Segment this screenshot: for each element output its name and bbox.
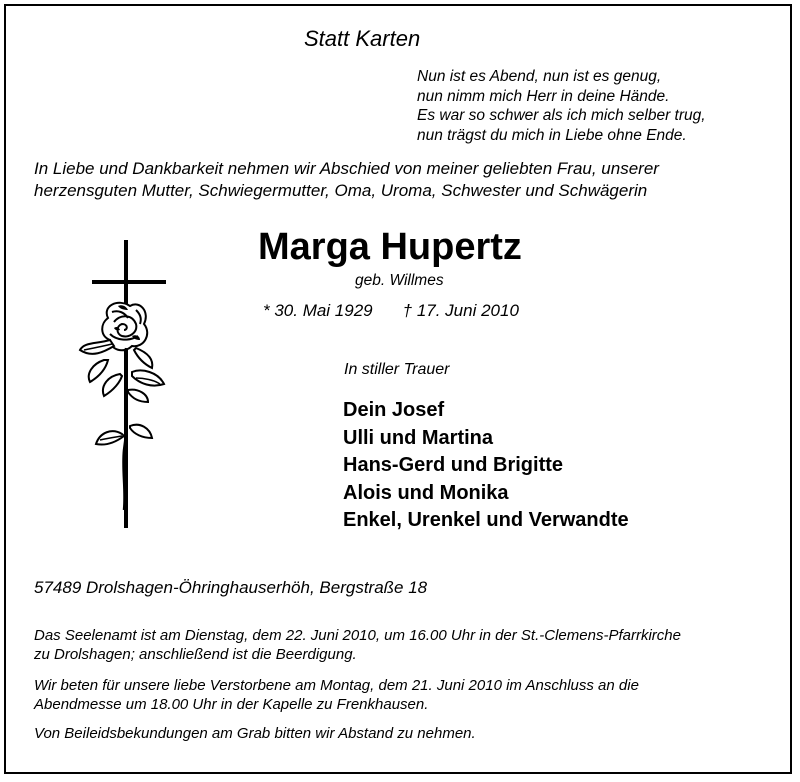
- life-dates: [263, 301, 519, 321]
- intro-text: [34, 158, 659, 202]
- funeral-mass-paragraph: [34, 626, 681, 664]
- mourners-list: [343, 397, 629, 535]
- deceased-name: Marga Hupertz: [258, 226, 522, 268]
- condolence-note: [34, 724, 476, 743]
- cross-with-rose-icon: [74, 240, 178, 530]
- header-title: Statt Karten: [304, 26, 421, 51]
- prayer-paragraph: [34, 676, 639, 714]
- poem-line: Nun ist es Abend, nun ist es genug,: [417, 68, 662, 85]
- mourner-item: Dein Josef: [343, 399, 445, 421]
- mourning-label: In stiller Trauer: [344, 361, 450, 378]
- intro-line: In Liebe und Dankbarkeit nehmen wir Abschied von meiner geliebten Frau, unserer: [34, 159, 659, 178]
- paragraph-line: Abendmesse um 18.00 Uhr in der Kapelle zu Frenkhausen.: [34, 696, 429, 713]
- paragraph-line: Von Beileidsbekundungen am Grab bitten wir Abstand zu nehmen.: [34, 725, 476, 742]
- paragraph-line: Wir beten für unsere liebe Verstorbene am Montag, dem 21. Juni 2010 im Anschluss an die: [34, 677, 639, 694]
- mourner-item: Alois und Monika: [343, 481, 509, 504]
- paragraph-line: zu Drolshagen; anschließend ist die Beerdigung.: [34, 646, 357, 663]
- poem-line: nun nimm mich Herr in deine Hände.: [417, 87, 670, 105]
- mourner-item: Enkel, Urenkel und Verwandte: [343, 509, 629, 531]
- mourner-item: Ulli und Martina: [343, 426, 493, 449]
- poem-line: Es war so schwer als ich mich selber trug,: [417, 107, 706, 124]
- death-date: † 17. Juni 2010: [402, 301, 519, 320]
- address: 57489 Drolshagen-Öhringhauserhöh, Bergstraße 18: [34, 578, 428, 597]
- poem: [417, 67, 706, 145]
- intro-line: herzensguten Mutter, Schwiegermutter, Oma, Uroma, Schwester und Schwägerin: [34, 181, 648, 200]
- birth-date: * 30. Mai 1929: [263, 301, 373, 320]
- maiden-name: geb. Willmes: [355, 272, 444, 289]
- mourner-item: Hans-Gerd und Brigitte: [343, 454, 564, 476]
- poem-line: nun trägst du mich in Liebe ohne Ende.: [417, 126, 687, 144]
- paragraph-line: Das Seelenamt ist am Dienstag, dem 22. Juni 2010, um 16.00 Uhr in der St.-Clemens-Pfarrkirche: [34, 627, 681, 644]
